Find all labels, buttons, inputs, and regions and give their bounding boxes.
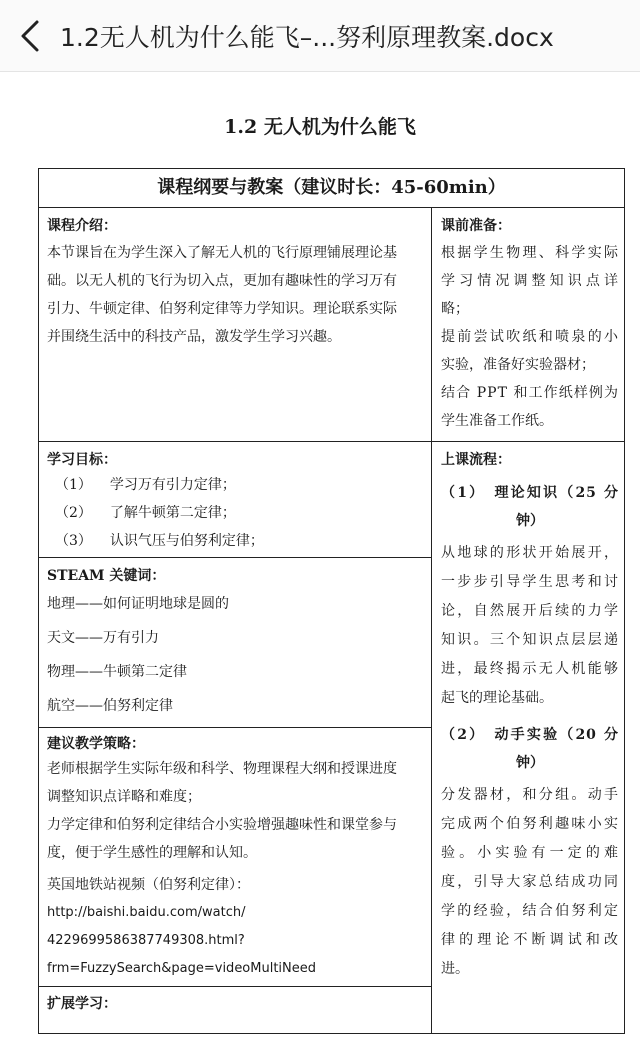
goal-text: 了解牛顿第二定律； [109,505,236,521]
goal-number: （1） [55,477,92,493]
course-intro-cell [47,215,431,351]
steam-keywords-cell [47,565,431,723]
text-line: 并围绕生活中的科技产品，激发学生学习兴趣。 [47,329,341,345]
video-link[interactable]: 4229699586387749308.html? [47,933,245,948]
keyword-line: 天文——万有引力 [47,630,159,646]
text-line: 度，便于学生感性的理解和认知。 [47,845,257,861]
document-filename-title: 1.2无人机为什么能飞–...努利原理教案.docx [60,22,554,52]
grid-line [39,207,624,208]
chevron-left-icon [19,19,41,53]
text-line: 律的理论不断调试和改 [441,932,619,948]
goal-item [47,499,431,527]
text-line: 进。 [441,961,469,977]
text-line: 调整知识点详略和难度； [47,789,201,805]
prep-cell [441,215,619,435]
text-line: 英国地铁站视频（伯努利定律）： [47,877,250,893]
teaching-strategy-cell [47,733,431,983]
text-line: 结合 PPT 和工作纸样例为 [441,385,619,401]
video-link[interactable]: frm=FuzzySearch&page=videoMultiNeed [47,961,317,976]
text-line: 本节课旨在为学生深入了解无人机的飞行原理铺展理论基 [47,245,397,261]
learning-goals-cell [47,449,431,555]
video-link[interactable]: http://baishi.baidu.com/watch/ [47,905,246,920]
keyword-line: 物理——牛顿第二定律 [47,664,187,680]
goal-text: 学习万有引力定律； [109,477,236,493]
text-line: 完成两个伯努利趣味小实 [441,816,619,832]
top-bar [0,0,640,72]
strategy-heading: 建议教学策略： [47,736,145,752]
text-line: 根据学生物理、科学实际 [441,245,619,261]
section2-title: （2） 动手实验（20 分 [441,727,619,743]
prep-heading: 课前准备： [441,218,511,234]
grid-line [39,557,431,558]
goal-number: （2） [55,505,92,521]
table-header: 课程纲要与教案（建议时长：45-60min） [157,177,506,198]
extension-cell [47,993,431,1013]
learning-goals-heading: 学习目标： [47,452,117,468]
text-line: 学习情况调整知识点详 [441,273,619,289]
text-line: 学生准备工作纸。 [441,413,553,429]
grid-line [431,207,432,1033]
text-line: 力学定律和伯努利定律结合小实验增强趣味性和课堂参与 [47,817,397,833]
keyword-line: 航空——伯努利定律 [47,698,173,714]
course-intro-text [47,239,431,351]
grid-line [39,727,431,728]
text-line: 起飞的理论基础。 [441,690,553,706]
section1-title: （1） 理论知识（25 分 [441,485,619,501]
text-line: 一步步引导学生思考和讨 [441,574,619,590]
goal-item [47,527,431,555]
grid-line [39,986,431,987]
text-line: 验。小实验有一定的难 [441,845,619,861]
section2-title-cont: 钟） [516,755,544,771]
text-line: 论，自然展开后续的力学 [441,603,619,619]
text-line: 学的经验，结合伯努利定 [441,903,619,919]
process-heading: 上课流程： [441,452,511,468]
prep-text [441,239,619,435]
keyword-line: 地理——如何证明地球是圆的 [47,596,229,612]
lesson-plan-table [38,168,625,1034]
course-intro-heading: 课程介绍： [47,218,117,234]
section1-title-cont: 钟） [516,513,544,529]
goal-number: （3） [55,533,92,549]
grid-line [39,441,624,442]
text-line: 从地球的形状开始展开， [441,545,619,561]
text-line: 进，最终揭示无人机能够 [441,661,619,677]
text-line: 度，引导大家总结成功同 [441,874,619,890]
extension-heading: 扩展学习： [47,996,117,1012]
text-line: 分发器材，和分组。动手 [441,787,619,803]
goal-text: 认识气压与伯努利定律； [109,533,264,549]
steam-heading: STEAM 关键词： [47,568,166,584]
back-button[interactable] [0,0,60,72]
text-line: 实验，准备好实验器材； [441,357,595,373]
class-process-cell [441,449,619,984]
document-title: 1.2 无人机为什么能飞 [224,116,416,138]
text-line: 知识。三个知识点层层递 [441,632,619,648]
text-line: 老师根据学生实际年级和科学、物理课程大纲和授课进度 [47,761,397,777]
goal-item [47,471,431,499]
text-line: 础。以无人机的飞行为切入点，更加有趣味性的学习万有 [47,273,397,289]
text-line: 提前尝试吹纸和喷泉的小 [441,329,619,345]
text-line: 引力、牛顿定律、伯努利定律等力学知识。理论联系实际 [47,301,397,317]
text-line: 略； [441,301,469,317]
